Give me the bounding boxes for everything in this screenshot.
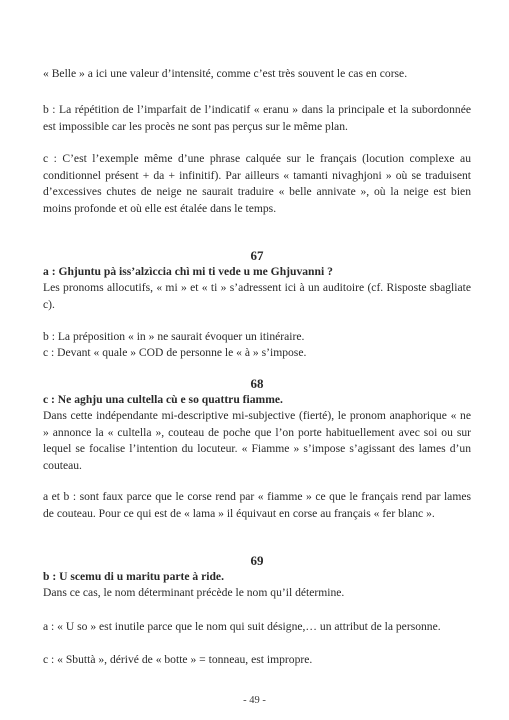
paragraph-note-c-calque: c : C’est l’exemple même d’une phrase calquée sur le français (locution complexe au conditionnel présent + da + infinitif). Par ailleurs « tamanti nivaghjoni » où se traduisent d’excessives chutes de neige ne saurait traduire « belle annivate », où la neige est bien moins profonde et où elle est étalée dans le temps. (43, 152, 471, 215)
page-number: - 49 - (243, 695, 266, 706)
section-69-answer: b : U scemu di u maritu parte à ride. (43, 570, 224, 583)
section-67-answer: a : Ghjuntu pà iss’alzìccia chì mi ti vede u me Ghjuvanni ? (43, 265, 333, 278)
section-number-68: 68 (250, 376, 264, 391)
section-68-note-ab: a et b : sont faux parce que le corse rend par « fiamme » ce que le français rend par lames de couteau. Pour ce qui est de « lama » il équivaut en corse au français « fer blanc ». (43, 490, 471, 520)
section-69-explanation: Dans ce cas, le nom déterminant précède le nom qu’il détermine. (43, 586, 345, 599)
section-67-explanation: Les pronoms allocutifs, « mi » et « ti » s’adressent ici à un auditoire (cf. Risposte sbagliate c). (43, 281, 471, 311)
section-69-note-c: c : « Sbuttà », dérivé de « botte » = tonneau, est impropre. (43, 653, 313, 666)
section-number-67: 67 (250, 248, 264, 263)
section-67-note-b: b : La préposition « in » ne saurait évoquer un itinéraire. (43, 330, 305, 343)
section-69-note-a: a : « U so » est inutile parce que le nom qui suit désigne,… un attribut de la personne. (43, 620, 441, 633)
section-68-answer: c : Ne aghju una cultella cù e so quattru fiamme. (43, 393, 283, 406)
section-number-69: 69 (250, 553, 264, 568)
paragraph-note-b-imperfect: b : La répétition de l’imparfait de l’indicatif « eranu » dans la principale et la subordonnée est impossible car les procès ne sont pas perçus sur le même plan. (43, 103, 471, 133)
paragraph-belle-intensity: « Belle » a ici une valeur d’intensité, comme c’est très souvent le cas en corse. (43, 67, 408, 80)
section-68-explanation: Dans cette indépendante mi-descriptive mi-subjective (fierté), le pronom anaphorique « ne » annonce la « cultella », couteau de poche que l’on porte habituellement avec soi ou sur lequel se focalise l’intention du locuteur. « Fiamme » s’impose s’agissant des lames d’un couteau. (43, 409, 471, 472)
document-page (43, 0, 471, 720)
section-67-note-c: c : Devant « quale » COD de personne le « à » s’impose. (43, 346, 307, 359)
